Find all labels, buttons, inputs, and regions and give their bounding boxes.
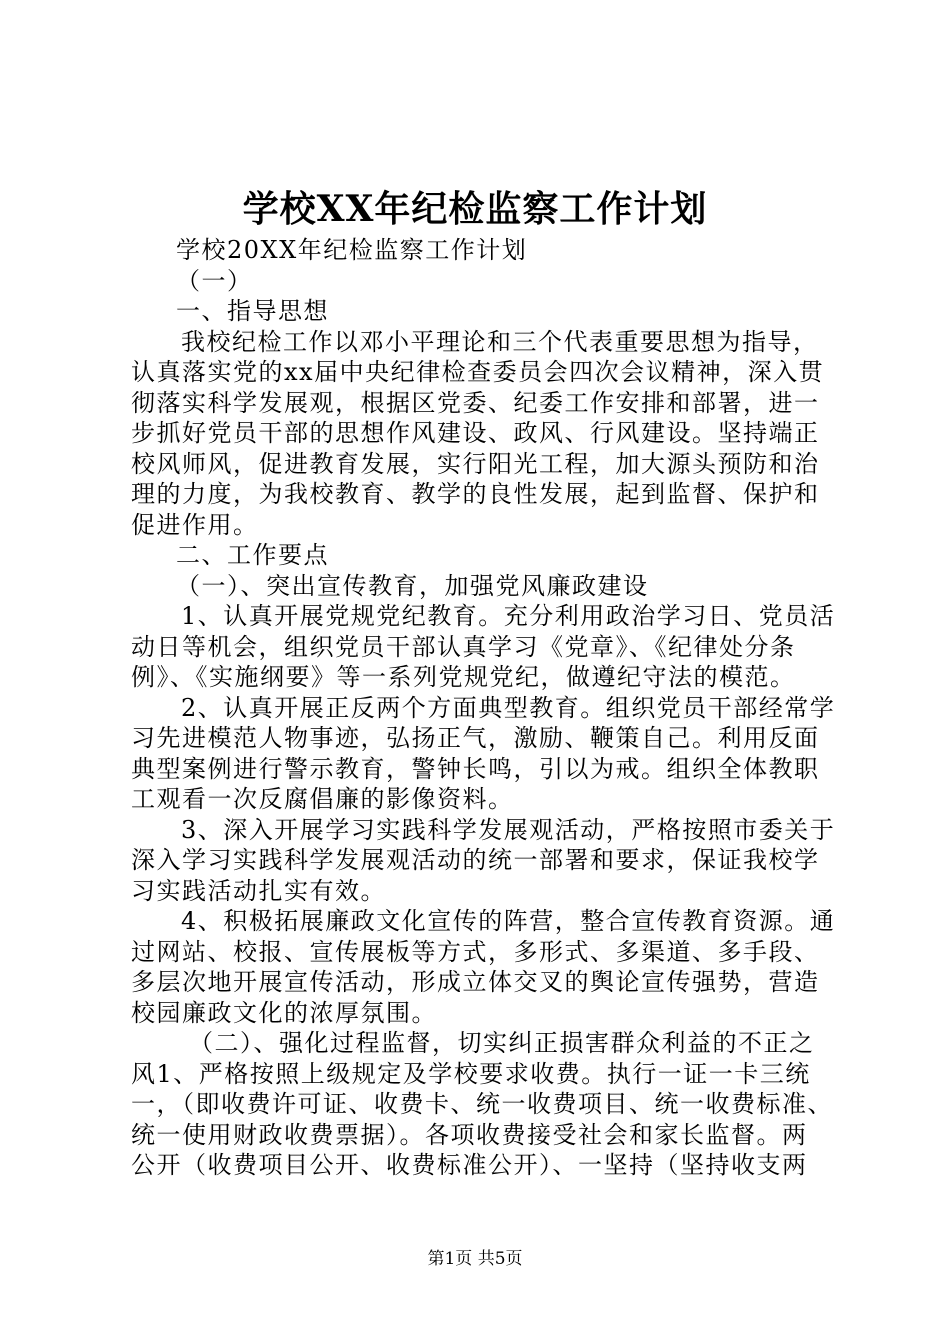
subtitle-line: 学校20XX年纪检监察工作计划 (176, 236, 528, 264)
paragraph-line: 校风师风，促进教育发展，实行阳光工程，加大源头预防和治 (131, 449, 820, 478)
paragraph-line: 过网站、校报、宣传展板等方式，多形式、多渠道、多手段、 (131, 937, 820, 966)
paragraph-line: 4、积极拓展廉政文化宣传的阵营，整合宣传教育资源。通 (181, 907, 836, 935)
paragraph-line: 3、深入开展学习实践科学发展观活动，严格按照市委关于 (181, 815, 836, 844)
subheading-line: （一）、突出宣传教育，加强党风廉政建设 (176, 571, 649, 600)
heading-work-points: 二、工作要点 (176, 541, 329, 569)
paragraph-line: 例》、《实施纲要》等一系列党规党纪，做遵纪守法的模范。 (131, 663, 796, 691)
document-body (131, 235, 836, 1181)
paragraph-line: 风1、严格按照上级规定及学校要求收费。执行一证一卡三统 (131, 1059, 811, 1088)
paragraph-line: 一，（即收费许可证、收费卡、统一收费项目、统一收费标准、 (131, 1090, 833, 1118)
heading-guiding-thought: 一、指导思想 (176, 297, 329, 325)
page-footer: 第1页 共5页 (427, 1249, 523, 1269)
paragraph-line: 动日等机会，组织党员干部认真学习《党章》、《纪律处分条 (131, 632, 796, 661)
paragraph-line: 习先进模范人物事迹，弘扬正气，激励、鞭策自己。利用反面 (131, 724, 820, 752)
paragraph-line: 工观看一次反腐倡廉的影像资料。 (131, 785, 514, 813)
page-title: 学校XX年纪检监察工作计划 (242, 188, 708, 230)
paragraph-line: 认真落实党的xx届中央纪律检查委员会四次会议精神，深入贯 (131, 358, 825, 386)
paragraph-line: 促进作用。 (131, 510, 259, 539)
paragraph-line: 习实践活动扎实有效。 (131, 876, 386, 905)
section-number-line: （一） (176, 266, 253, 295)
subheading-line: （二）、强化过程监督，切实纠正损害群众利益的不正之 (189, 1029, 815, 1057)
paragraph-line: 2、认真开展正反两个方面典型教育。组织党员干部经常学 (181, 693, 836, 722)
paragraph-line: 典型案例进行警示教育，警钟长鸣，引以为戒。组织全体教职 (131, 754, 820, 783)
paragraph-line: 我校纪检工作以邓小平理论和三个代表重要思想为指导， (181, 327, 819, 356)
paragraph-line: 深入学习实践科学发展观活动的统一部署和要求，保证我校学 (131, 846, 820, 874)
paragraph-line: 校园廉政文化的浓厚氛围。 (131, 998, 437, 1027)
paragraph-line: 1、认真开展党规党纪教育。充分利用政治学习日、党员活 (181, 602, 836, 630)
paragraph-line: 步抓好党员干部的思想作风建设、政风、行风建设。坚持端正 (131, 419, 820, 447)
paragraph-line: 理的力度，为我校教育、教学的良性发展，起到监督、保护和 (131, 480, 820, 508)
paragraph-line: 公开（收费项目公开、收费标准公开）、一坚持（坚持收支两 (131, 1151, 808, 1179)
paragraph-line: 多层次地开展宣传活动，形成立体交叉的舆论宣传强势，营造 (131, 968, 820, 996)
paragraph-line: 彻落实科学发展观，根据区党委、纪委工作安排和部署，进一 (131, 388, 820, 417)
paragraph-line: 统一使用财政收费票据）。各项收费接受社会和家长监督。两 (131, 1120, 808, 1149)
